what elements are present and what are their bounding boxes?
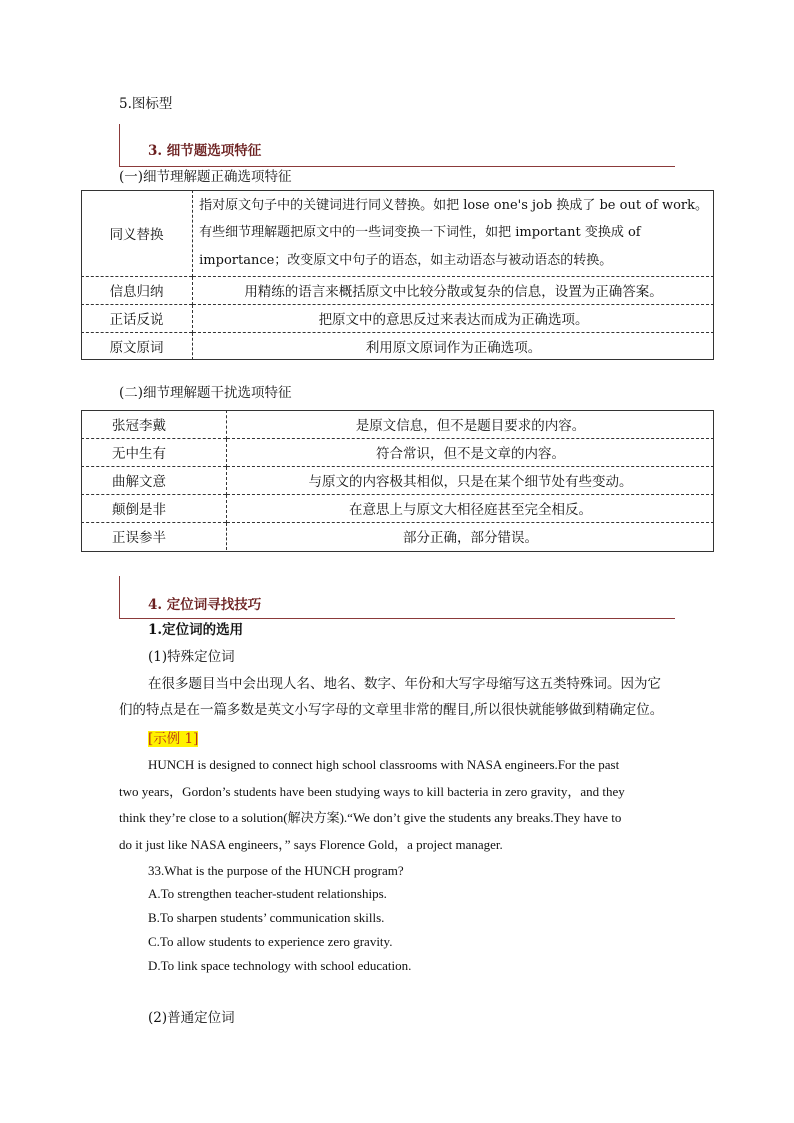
table-desc: 在意思上与原文大相径庭甚至完全相反。 [227, 494, 715, 522]
table-term: 原文原词 [81, 332, 193, 360]
heading-marker [119, 576, 120, 618]
heading-marker [119, 124, 120, 166]
section-heading: 4. 定位词寻找技巧 [148, 597, 262, 613]
table-row [81, 190, 714, 276]
table-term: 张冠李戴 [81, 410, 227, 438]
table-desc: 部分正确，部分错误。 [227, 522, 715, 550]
paragraph-line: 们的特点是在一篇多数是英文小写字母的文章里非常的醒目,所以很快就能够做到精确定位。 [119, 702, 664, 718]
option-b: B.To sharpen students’ communication skills. [148, 910, 385, 925]
table-term: 正话反说 [81, 304, 193, 332]
table-desc: 把原文中的意思反过来表达而成为正确选项。 [193, 304, 714, 332]
subheading: 1.定位词的选用 [148, 622, 244, 638]
subheading: (2)普通定位词 [148, 1010, 235, 1026]
passage-line: do it just like NASA engineers，” says Florence Gold，a project manager. [119, 836, 503, 852]
table-desc: 用精练的语言来概括原文中比较分散或复杂的信息，设置为正确答案。 [193, 276, 714, 304]
table-row [81, 522, 714, 550]
table-desc: 符合常识，但不是文章的内容。 [227, 438, 715, 466]
passage-line: HUNCH is designed to connect high school classrooms with NASA engineers.For the past [148, 757, 620, 772]
question: 33.What is the purpose of the HUNCH program? [148, 863, 404, 878]
table-row [81, 438, 714, 466]
table-row [81, 332, 714, 360]
passage-line: two years，Gordon’s students have been studying ways to kill bacteria in zero gravity，and they [119, 783, 625, 799]
correct-option-table [81, 190, 714, 360]
table-term: 同义替换 [81, 190, 193, 276]
example-label: [示例 1] [148, 731, 199, 747]
table-desc-line: importance；改变原文中句子的语态，如主动语态与被动语态的转换。 [199, 252, 613, 268]
passage-line: think they’re close to a solution(解决方案).“We don’t give the students any breaks.They have to [119, 810, 622, 825]
table-term: 颠倒是非 [81, 494, 227, 522]
table-desc: 与原文的内容极其相似，只是在某个细节处有些变动。 [227, 466, 715, 494]
table-row [81, 410, 714, 438]
table-desc-line: 指对原文句子中的关键词进行同义替换。如把 lose one's job 换成了 be out of work。 [199, 197, 708, 213]
table-row [81, 466, 714, 494]
section-heading: 3. 细节题选项特征 [148, 143, 262, 159]
table-term: 信息归纳 [81, 276, 193, 304]
options-list [148, 882, 411, 978]
table-desc-line: 有些细节理解题把原文中的一些词变换一下词性，如把 important 变换成 of [199, 225, 641, 240]
passage [119, 752, 679, 858]
table-term: 无中生有 [81, 438, 227, 466]
table-caption: (一)细节理解题正确选项特征 [119, 169, 292, 185]
paragraph-line: 在很多题目当中会出现人名、地名、数字、年份和大写字母缩写这五类特殊词。因为它 [148, 676, 661, 692]
table-term: 曲解文意 [81, 466, 227, 494]
section-label: 5.图标型 [119, 96, 173, 112]
option-d: D.To link space technology with school education. [148, 958, 412, 973]
table-row [81, 276, 714, 304]
table-row [81, 304, 714, 332]
table-row [81, 494, 714, 522]
table-caption: (二)细节理解题干扰选项特征 [119, 385, 292, 401]
option-a: A.To strengthen teacher-student relationships. [148, 886, 387, 901]
subheading: (1)特殊定位词 [148, 649, 235, 665]
distractor-option-table [81, 410, 714, 550]
paragraph [119, 671, 679, 723]
option-c: C.To allow students to experience zero gravity. [148, 934, 393, 949]
table-desc: 是原文信息，但不是题目要求的内容。 [355, 417, 586, 434]
table-term: 正误参半 [81, 522, 227, 550]
table-desc: 利用原文原词作为正确选项。 [193, 332, 714, 360]
heading-rule [119, 166, 675, 167]
heading-rule [119, 618, 675, 619]
table-desc [193, 190, 714, 276]
